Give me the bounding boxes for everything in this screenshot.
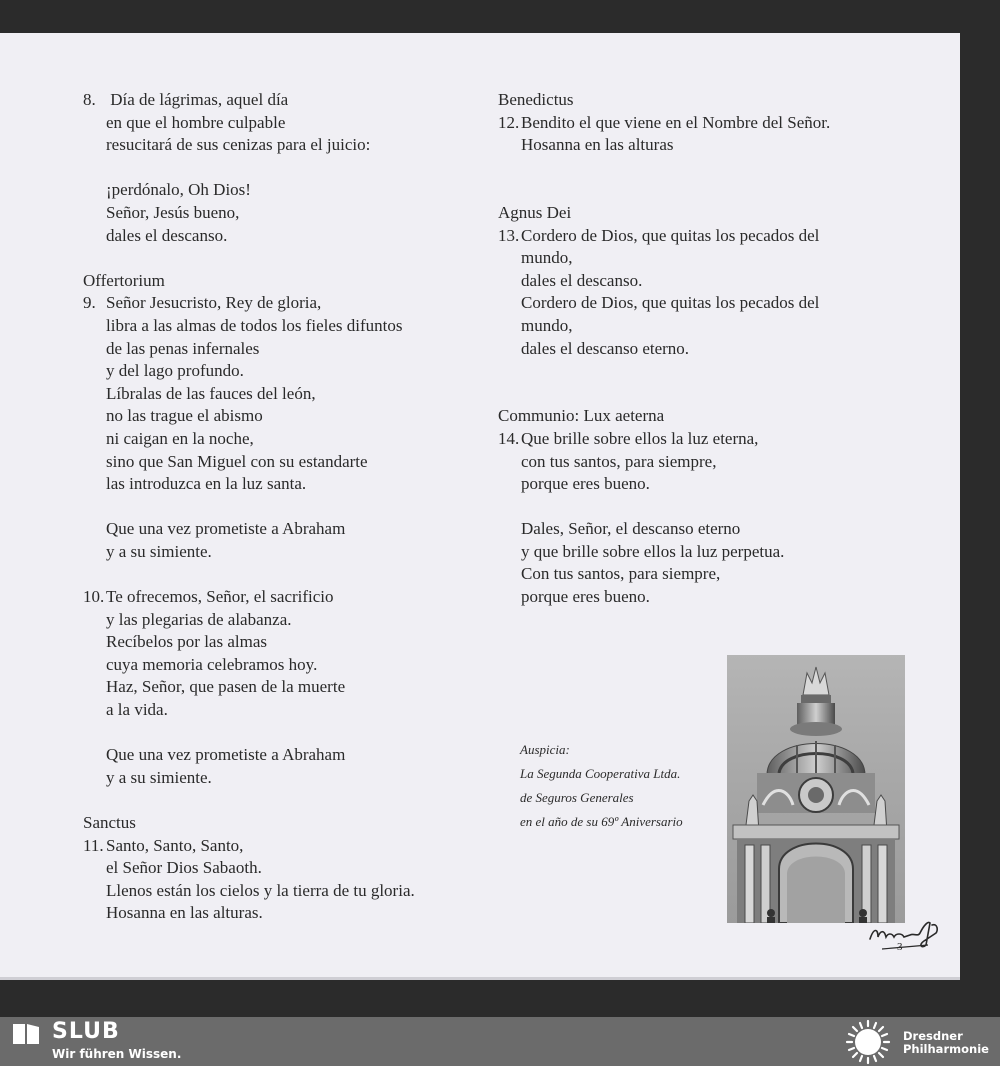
verse-line: ¡perdónalo, Oh Dios!	[106, 180, 251, 200]
verse-line: las introduzca en la luz santa.	[106, 474, 307, 494]
verse-number: 10.	[83, 587, 105, 607]
verse-line: sino que San Miguel con su estandarte	[106, 451, 368, 471]
verse-line: y a su simiente.	[106, 767, 212, 787]
section-8	[83, 89, 483, 247]
section-heading: Offertorium	[83, 270, 165, 290]
verse-line: Cordero de Dios, que quitas los pecados del	[521, 225, 820, 245]
section-10	[83, 586, 483, 789]
section-sanctus	[83, 812, 483, 925]
slub-logo-text[interactable]: SLUB	[52, 1019, 120, 1044]
verse-line: no las trague el abismo	[106, 406, 263, 426]
verse-line: y a su simiente.	[106, 541, 212, 561]
section-heading: Communio: Lux aeterna	[498, 406, 665, 426]
verse-line: Hosanna en las alturas	[521, 135, 674, 155]
verse-line: Que una vez prometiste a Abraham	[106, 745, 346, 765]
section-benedictus	[498, 89, 898, 157]
verse-line: Señor, Jesús bueno,	[106, 202, 240, 222]
verse-line: de las penas infernales	[106, 338, 260, 358]
sponsor-label: Auspicia:	[520, 742, 570, 757]
verse-line: con tus santos, para siempre,	[521, 451, 717, 471]
verse-line: y que brille sobre ellos la luz perpetua.	[521, 541, 785, 561]
signature-flourish	[866, 915, 942, 959]
verse-line: mundo,	[521, 248, 573, 268]
verse-line: Líbralas de las fauces del león,	[106, 383, 316, 403]
verse-line: Llenos están los cielos y la tierra de tu gloria.	[106, 880, 415, 900]
verse-line: y las plegarias de alabanza.	[106, 609, 292, 629]
sponsor-line: La Segunda Cooperativa Ltda.	[520, 766, 681, 781]
verse-line: Que una vez prometiste a Abraham	[106, 519, 346, 539]
verse-number: 8.	[83, 90, 96, 109]
philharmonie-line-1: Dresdner	[903, 1029, 963, 1043]
verse-line: Que brille sobre ellos la luz eterna,	[521, 428, 759, 448]
philharmonie-sun-icon[interactable]	[841, 1018, 895, 1066]
verse-line: Recíbelos por las almas	[106, 632, 267, 652]
verse-line: dales el descanso.	[521, 270, 643, 290]
verse-line: libra a las almas de todos los fieles difuntos	[106, 315, 403, 335]
left-column	[83, 89, 483, 925]
mozart-signature	[866, 915, 942, 959]
section-heading: Sanctus	[83, 813, 136, 832]
verse-line: en que el hombre culpable	[106, 112, 286, 132]
section-communio	[498, 405, 898, 608]
verse-number: 12.	[498, 112, 520, 132]
verse-line: mundo,	[521, 315, 573, 335]
verse-line: Dales, Señor, el descanso eterno	[521, 519, 741, 539]
sponsor-line: en el año de su 69º Aniversario	[520, 814, 683, 829]
verse-line: dales el descanso eterno.	[521, 338, 690, 358]
verse-line: porque eres bueno.	[521, 474, 650, 494]
verse-number: 13.	[498, 225, 520, 245]
right-column	[498, 89, 898, 609]
verse-line: dales el descanso.	[106, 225, 228, 245]
verse-line: y del lago profundo.	[106, 361, 244, 381]
pavilion-illustration	[727, 655, 905, 923]
verse-number: 14.	[498, 428, 520, 448]
sponsor-credit	[520, 738, 720, 834]
slub-tagline: Wir führen Wissen.	[52, 1047, 182, 1061]
verse-line: Con tus santos, para siempre,	[521, 564, 721, 584]
verse-line: a la vida.	[106, 700, 168, 720]
verse-line: Te ofrecemos, Señor, el sacrificio	[106, 587, 334, 607]
section-offertorium	[83, 270, 483, 564]
page-number: 3	[897, 941, 903, 953]
verse-line: Día de lágrimas, aquel día	[110, 90, 289, 109]
verse-line: Haz, Señor, que pasen de la muerte	[106, 677, 346, 697]
section-heading: Agnus Dei	[498, 202, 572, 222]
verse-line: resucitará de sus cenizas para el juicio:	[106, 135, 371, 155]
verse-line: Señor Jesucristo, Rey de gloria,	[106, 293, 322, 313]
verse-line: Santo, Santo, Santo,	[106, 835, 244, 855]
verse-number: 11.	[83, 835, 104, 855]
philharmonie-line-2: Philharmonie	[903, 1042, 989, 1056]
verse-line: Cordero de Dios, que quitas los pecados del	[521, 293, 820, 313]
section-agnus-dei	[498, 202, 898, 360]
verse-line: porque eres bueno.	[521, 587, 650, 607]
verse-line: el Señor Dios Sabaoth.	[106, 858, 262, 878]
verse-line: Hosanna en las alturas.	[106, 903, 263, 923]
section-heading: Benedictus	[498, 90, 574, 109]
sponsor-line: de Seguros Generales	[520, 790, 634, 805]
page-edge	[0, 977, 960, 980]
verse-line: ni caigan en la noche,	[106, 428, 254, 448]
verse-line: Bendito el que viene en el Nombre del Señor.	[521, 112, 831, 132]
verse-number: 9.	[83, 293, 96, 313]
pavilion-photo	[727, 655, 905, 923]
verse-line: cuya memoria celebramos hoy.	[106, 654, 318, 674]
philharmonie-logo-text[interactable]	[903, 1030, 989, 1056]
slub-logo-icon[interactable]	[12, 1022, 42, 1046]
